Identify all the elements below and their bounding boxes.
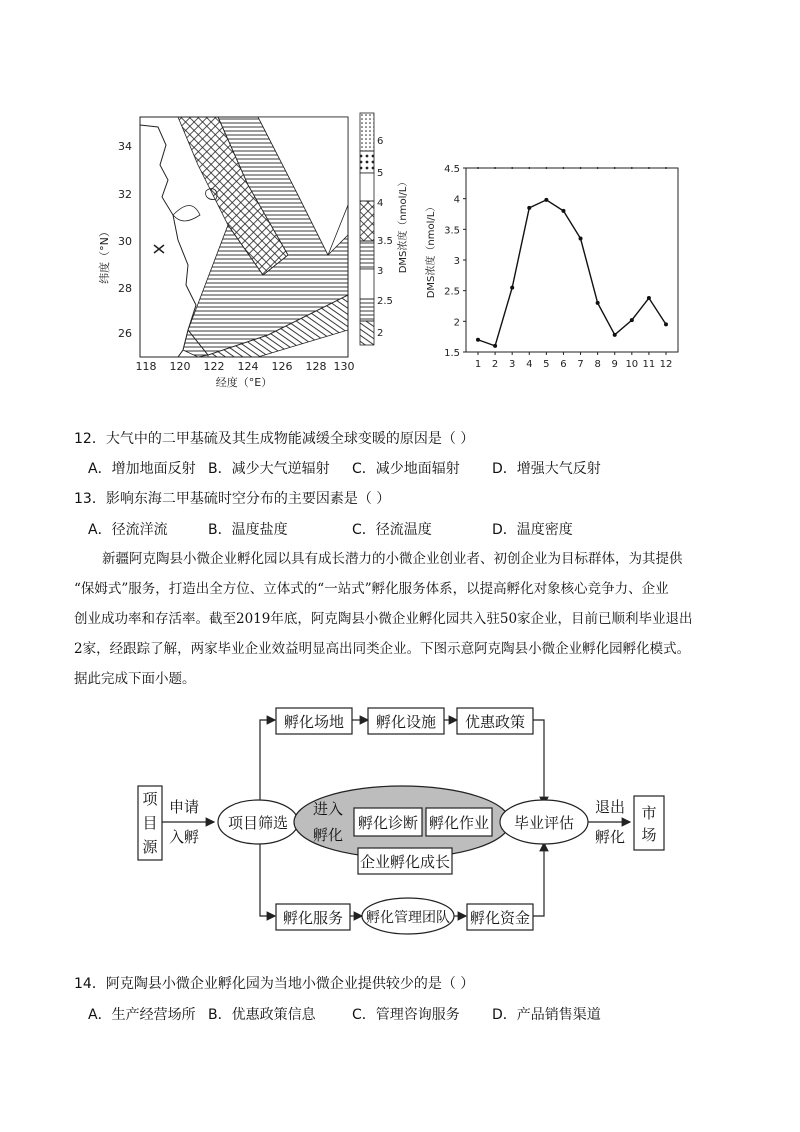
y-tick-label: 3 xyxy=(453,256,460,267)
option-c[interactable]: C．减少地面辐射 xyxy=(352,461,460,477)
top-tick-dot xyxy=(562,167,564,169)
data-point xyxy=(613,333,617,337)
x-tick-label: 9 xyxy=(611,359,618,370)
chart-marks xyxy=(476,198,668,348)
data-point xyxy=(664,322,668,326)
top-tick-dot xyxy=(528,167,530,169)
y-tick-label: 4.5 xyxy=(444,164,460,175)
option-a[interactable]: A．径流洋流 xyxy=(88,522,168,538)
lat-tick: 26 xyxy=(118,327,132,340)
x-tick-label: 12 xyxy=(659,359,673,370)
x-tick-label: 4 xyxy=(526,359,533,370)
market-label: 市场 xyxy=(641,804,657,844)
x-tick-label: 10 xyxy=(625,359,639,370)
top-tick-dot xyxy=(494,167,496,169)
data-point xyxy=(476,338,480,342)
enter-label: 孵化 xyxy=(312,826,344,844)
chart-y-axis-label: DMS浓度（nmol/L） xyxy=(426,201,437,299)
legend-tick: 5 xyxy=(377,168,384,179)
plot-frame xyxy=(466,168,678,352)
data-point xyxy=(579,237,583,241)
passage-line: 据此完成下面小题。 xyxy=(74,671,196,687)
lon-tick: 128 xyxy=(305,360,327,373)
option-d[interactable]: D．增强大气反射 xyxy=(492,461,601,477)
question-stem: 13．影响东海二甲基硫时空分布的主要因素是（ ） xyxy=(74,491,391,507)
option-b[interactable]: B．温度盐度 xyxy=(208,522,288,538)
top-tick-dot xyxy=(580,167,582,169)
x-tick-label: 2 xyxy=(491,359,499,370)
series-line xyxy=(478,200,666,346)
apply-label: 入孵 xyxy=(168,828,200,846)
operate-label: 孵化作业 xyxy=(428,814,490,832)
option-a[interactable]: A．生产经营场所 xyxy=(88,1007,196,1023)
top-label: 优惠政策 xyxy=(464,713,526,731)
top-tick-dot xyxy=(511,167,513,169)
legend-tick: 2.5 xyxy=(377,296,393,307)
question-14-options xyxy=(88,1004,728,1024)
y-tick-label: 1.5 xyxy=(444,348,460,359)
grow-label: 企业孵化成长 xyxy=(359,853,451,871)
apply-label: 申请 xyxy=(168,798,200,816)
lat-ticks xyxy=(118,140,132,340)
question-13-options xyxy=(88,519,728,539)
legend-tick: 4 xyxy=(377,198,384,209)
top-tick-dot xyxy=(597,167,599,169)
map-y-axis-label: 纬度（°N） xyxy=(98,226,111,284)
data-point xyxy=(510,286,514,290)
question-12 xyxy=(74,428,474,448)
data-point xyxy=(596,301,600,305)
x-tick-label: 1 xyxy=(474,359,482,370)
data-point xyxy=(561,209,565,213)
top-label: 孵化场地 xyxy=(283,713,345,731)
option-d[interactable]: D．产品销售渠道 xyxy=(492,1007,601,1023)
legend-tick: 3.5 xyxy=(377,236,393,247)
data-point xyxy=(493,344,497,348)
lon-tick: 122 xyxy=(203,360,225,373)
map-legend xyxy=(360,113,409,345)
question-stem: 12．大气中的二甲基硫及其生成物能减缓全球变暖的原因是（ ） xyxy=(74,431,475,447)
lon-tick: 120 xyxy=(169,360,191,373)
project-screen-label: 项目筛选 xyxy=(227,814,289,832)
x-tick-label: 3 xyxy=(508,359,516,370)
data-point xyxy=(630,318,634,322)
lat-tick: 32 xyxy=(118,188,132,201)
y-tick-label: 3.5 xyxy=(444,225,460,237)
x-tick-label: 7 xyxy=(577,359,584,370)
lon-tick: 126 xyxy=(271,360,293,373)
project-source-label: 项目源 xyxy=(142,790,158,856)
question-14 xyxy=(74,973,474,993)
passage-line: 新疆阿克陶县小微企业孵化园以具有成长潜力的小微企业创业者、初创企业为目标群体，为其提供 xyxy=(102,551,683,567)
y-tick-label: 2.5 xyxy=(444,286,460,298)
top-tick-dot xyxy=(614,167,616,169)
y-tick-label: 4 xyxy=(453,194,460,206)
lon-tick: 124 xyxy=(237,360,259,373)
question-13 xyxy=(74,488,390,508)
top-tick-dot xyxy=(631,167,633,169)
lon-ticks xyxy=(136,360,355,373)
lon-tick: 130 xyxy=(333,360,355,373)
map-x-axis-label: 经度（°E） xyxy=(215,376,273,389)
x-tick-label: 11 xyxy=(642,359,656,370)
passage-line: “保姆式”服务，打造出全方位、立体式的“一站式”孵化服务体系，以提高孵化对象核心竞争力、企业 xyxy=(74,581,669,597)
passage xyxy=(74,544,734,694)
lat-tick: 30 xyxy=(118,235,132,248)
legend-label: DMS浓度（nmol/L） xyxy=(398,176,409,274)
fund-label: 孵化资金 xyxy=(469,909,531,927)
option-b[interactable]: B．优惠政策信息 xyxy=(208,1007,316,1023)
legend-tick: 2 xyxy=(377,328,384,339)
option-d[interactable]: D．温度密度 xyxy=(492,522,573,538)
service-label: 孵化服务 xyxy=(282,909,344,927)
x-tick-label: 6 xyxy=(560,359,567,370)
evaluate-label: 毕业评估 xyxy=(513,814,575,832)
top-tick-dot xyxy=(665,167,667,169)
top-tick-dot xyxy=(477,167,479,169)
lat-tick: 34 xyxy=(118,140,132,153)
legend-tick: 6 xyxy=(377,136,384,147)
top-label: 孵化设施 xyxy=(375,713,437,731)
data-point xyxy=(527,206,531,210)
team-label: 孵化管理团队 xyxy=(366,910,450,926)
x-tick-label: 8 xyxy=(594,359,601,370)
data-point xyxy=(544,198,548,202)
top-tick-dot xyxy=(648,167,650,169)
passage-line: 创业成功率和存活率。截至2019年底，阿克陶县小微企业孵化园共入驻50家企业，目前已顺利毕业退出 xyxy=(74,611,693,627)
diagnose-label: 孵化诊断 xyxy=(357,814,419,832)
passage-line: 2家，经跟踪了解，两家毕业企业效益明显高出同类企业。下图示意阿克陶县小微企业孵化园孵化模式。 xyxy=(74,641,691,657)
question-12-options xyxy=(88,458,728,478)
option-c[interactable]: C．径流温度 xyxy=(352,522,432,538)
map-frame xyxy=(140,117,348,357)
data-point xyxy=(647,296,651,300)
option-a[interactable]: A．增加地面反射 xyxy=(88,461,196,477)
lon-tick: 118 xyxy=(135,360,157,373)
top-tick-dot xyxy=(545,167,547,169)
legend-tick: 3 xyxy=(377,266,384,277)
dms-distribution-map xyxy=(88,105,430,395)
option-b[interactable]: B．减少大气逆辐射 xyxy=(208,461,330,477)
question-stem: 14．阿克陶县小微企业孵化园为当地小微企业提供较少的是（ ） xyxy=(74,976,475,992)
incubation-flow-diagram xyxy=(130,700,680,940)
exit-label: 退出 xyxy=(594,798,626,816)
lat-tick: 28 xyxy=(118,282,132,295)
option-c[interactable]: C．管理咨询服务 xyxy=(352,1007,460,1023)
exit-label: 孵化 xyxy=(594,828,626,846)
dms-monthly-line-chart xyxy=(420,150,690,375)
enter-label: 进入 xyxy=(312,800,344,818)
x-tick-label: 5 xyxy=(543,359,550,370)
y-tick-label: 2 xyxy=(453,317,460,329)
